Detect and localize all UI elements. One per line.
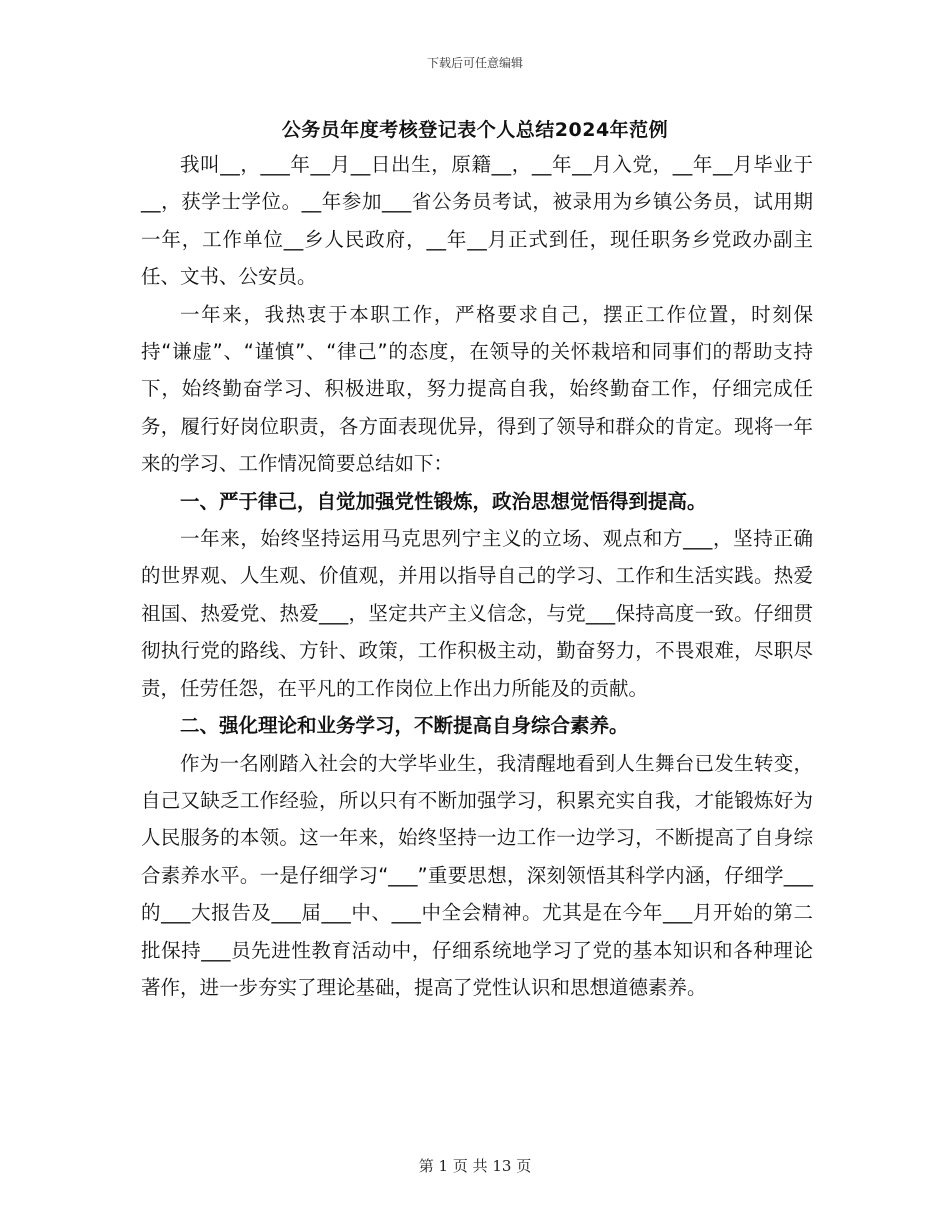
paragraph-overview: 一年来，我热衷于本职工作，严格要求自己，摆正工作位置，时刻保持“谦虚”、“谨慎”、“律己”的态度，在领导的关怀栽培和同事们的帮助支持下，始终勤奋学习、积极进取，努力提高自我，始终勤奋工作，仔细完成任务，履行好岗位职责，各方面表现优异，得到了领导和群众的肯定。现将一年来的学习、工作情况简要总结如下： bbox=[141, 302, 813, 476]
document-body bbox=[141, 146, 813, 1006]
document-title: 公务员年度考核登记表个人总结2024年范例 bbox=[281, 119, 669, 141]
section-heading-1: 一、严于律己，自觉加强党性锻炼，政治思想觉悟得到提高。 bbox=[180, 489, 707, 513]
header-note: 下载后可任意编辑 bbox=[426, 56, 523, 70]
paragraph-section-2: 作为一名刚踏入社会的大学毕业生，我清醒地看到人生舞台已发生转变，自己又缺乏工作经验，所以只有不断加强学习，积累充实自我，才能锻炼好为人民服务的本领。这一年来，始终坚持一边工作一边学习，不断提高了自身综合素养水平。一是仔细学习“___”重要思想，深刻领悟其科学内涵，仔细学___的___大报告及___届___中、___中全会精神。尤其是在今年___月开始的第二批保持___员先进性教育活动中，仔细系统地学习了党的基本知识和各种理论著作，进一步夯实了理论基础，提高了党性认识和思想道德素养。 bbox=[141, 751, 813, 999]
paragraph-section-1: 一年来，始终坚持运用马克思列宁主义的立场、观点和方___，坚持正确的世界观、人生观、价值观，并用以指导自己的学习、工作和生活实践。热爱祖国、热爱党、热爱___，坚定共产主义信念，与党___保持高度一致。仔细贯彻执行党的路线、方针、政策，工作积极主动，勤奋努力，不畏艰难，尽职尽责，任劳任怨，在平凡的工作岗位上作出力所能及的贡献。 bbox=[141, 527, 813, 700]
section-heading-2: 二、强化理论和业务学习，不断提高自身综合素养。 bbox=[180, 714, 629, 738]
page-number-footer: 第 1 页 共 13 页 bbox=[418, 1157, 532, 1175]
paragraph-intro: 我叫__，___年__月__日出生，原籍__，__年__月入党，__年__月毕业于__，获学士学位。__年参加___省公务员考试，被录用为乡镇公务员，试用期一年，工作单位__乡人民政府，__年__月正式到任，现任职务乡党政办副主任、文书、公安员。 bbox=[141, 153, 813, 289]
